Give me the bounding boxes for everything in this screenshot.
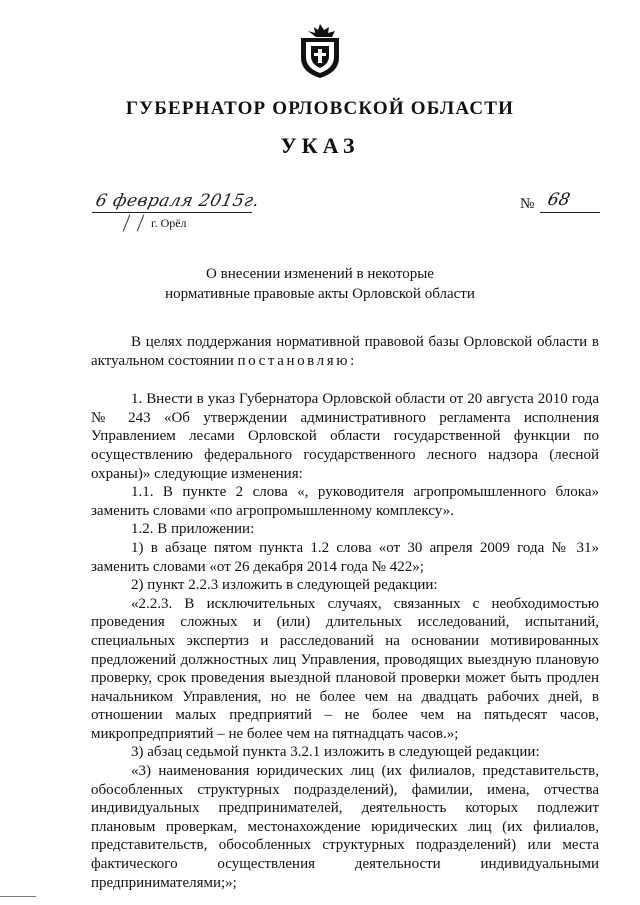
preamble-text: В целях поддержания нормативной правовой базы Орловской области в актуальном состоянии: [91, 334, 599, 369]
body-paragraph: «2.2.3. В исключительных случаях, связанных с необходимостью проведения сложных и (или) длительных исследований, испытаний, специальных экспертиз и расследований на основании мотивированных предложений должностных лиц Управления, проводящих выездную плановую проверку, срок проведения выездной плановой проверки может быть продлен начальником Управления, но не более чем на двадцать рабочих дней, в отношении малых предприятий – не более чем на пятьдесят часов, микропредприятий – не более чем на пятнадцать часов.»;: [91, 595, 599, 742]
preamble-paragraph: [91, 333, 599, 370]
handwritten-number: 68: [545, 190, 572, 210]
subject-line: нормативные правовые акты Орловской области: [165, 286, 475, 302]
document-type: УКАЗ: [280, 133, 360, 158]
body-paragraph: «3) наименования юридических лиц (их филиалов, представительств, обособленных структурных подразделений), фамилии, имена, отчества индивидуальных предпринимателей, деятельность которых подлежит плановым проверкам, местонахождение юридических лиц (их филиалов, представительств, обособленных структурных подразделений) или места фактического осуществления деятельности индивидуальными предпринимателями;»;: [91, 763, 599, 891]
decree-verb: постановляю: [237, 352, 351, 369]
body-paragraph: 1.2. В приложении:: [131, 521, 255, 538]
body-paragraph: 1) в абзаце пятом пункта 1.2 слова «от 30 апреля 2009 года № 31» заменить словами «от 26 декабря 2014 года № 422»;: [91, 539, 599, 575]
date-slash-mark: [123, 214, 131, 231]
number-underline: [540, 212, 600, 213]
handwritten-date: 6 февраля 2015г.: [93, 191, 262, 211]
date-slash-mark: [137, 214, 145, 231]
body-paragraph: 1. Внести в указ Губернатора Орловской области от 20 августа 2010 года № 243 «Об утверждении административного регламента исполнения Управлением лесами Орловской области государственной функции по осуществлению федерального государственного лесного надзора (лесной охраны)» следующие изменения:: [91, 391, 599, 482]
body-paragraph: 3) абзац седьмой пункта 3.2.1 изложить в следующей редакции:: [131, 744, 540, 761]
city-label: г. Орёл: [151, 216, 187, 230]
coat-of-arms-icon: [293, 22, 347, 80]
subject-line: О внесении изменений в некоторые: [206, 266, 434, 282]
document-body: [91, 333, 599, 892]
number-label: №: [520, 196, 535, 212]
document-subject: [0, 264, 640, 304]
preamble-colon: :: [350, 352, 355, 369]
authority-title: ГУБЕРНАТОР ОРЛОВСКОЙ ОБЛАСТИ: [125, 98, 515, 119]
date-underline: [92, 212, 252, 213]
scan-edge-mark: [0, 896, 36, 897]
body-paragraph: 2) пункт 2.2.3 изложить в следующей редакции:: [131, 577, 438, 594]
body-paragraph: 1.1. В пункте 2 слова «, руководителя агропромышленного блока» заменить словами «по агропромышленному комплексу».: [91, 484, 599, 519]
